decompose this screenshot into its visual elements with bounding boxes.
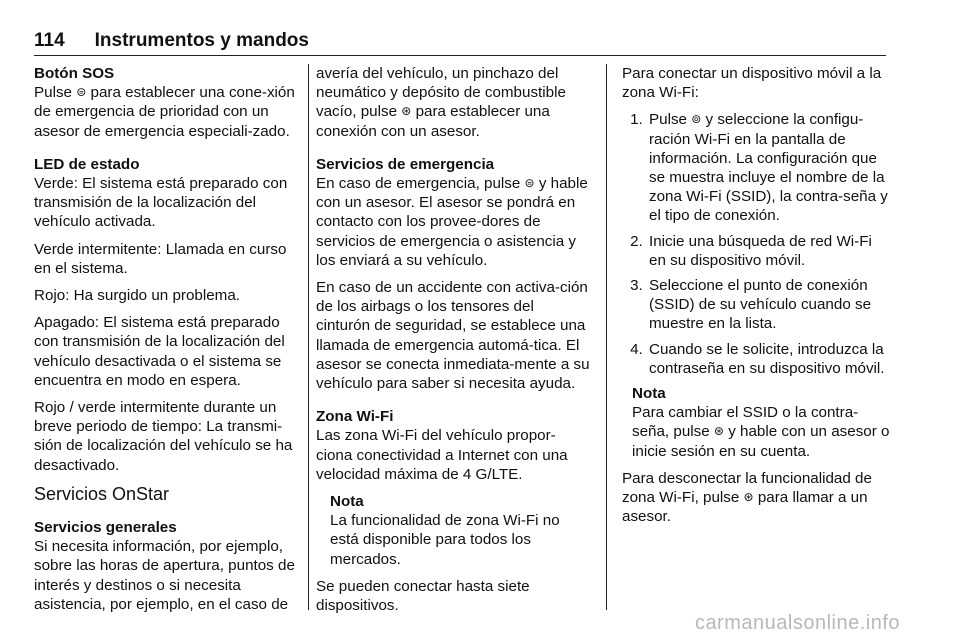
sos-paragraph: Pulse ⊜ para establecer una cone-xión de emergencia de prioridad con un asesor de emergencia especiali-zado. bbox=[34, 84, 295, 140]
step-4: 4. Cuando se le solicite, introduzca la contraseña en su dispositivo móvil. bbox=[647, 340, 890, 378]
column-3 bbox=[622, 64, 890, 534]
accident-paragraph: En caso de un accidente con activa-ción de los airbags o los tensores del cinturón de seguridad, se establece una llamada de emergencia automá-tica. El asesor se conecta inmediata-mente a su vehículo para saber si necesita ayuda. bbox=[316, 279, 590, 393]
column-1 bbox=[34, 64, 302, 622]
disconnect-paragraph: Para desconectar la funcionalidad de zona Wi-Fi, pulse ⊛ para llamar a un asesor. bbox=[622, 469, 872, 526]
column-divider-1 bbox=[308, 64, 309, 610]
column-divider-2 bbox=[606, 64, 607, 610]
page-title: Instrumentos y mandos bbox=[94, 30, 309, 51]
led-red-text: Rojo: Ha surgido un problema. bbox=[34, 287, 240, 305]
led-heading: LED de estado bbox=[34, 155, 140, 173]
note-heading: Nota bbox=[632, 385, 666, 403]
watermark: carmanualsonline.info bbox=[694, 612, 900, 634]
sos-button-icon: ⊜ bbox=[524, 176, 535, 191]
step-2: 2. Inicie una búsqueda de red Wi-Fi en su dispositivo móvil. bbox=[647, 232, 890, 270]
onstar-heading: Servicios OnStar bbox=[34, 483, 170, 504]
emergency-paragraph: En caso de emergencia, pulse ⊜ y hable con un asesor. El asesor se pondrá en contacto con los provee-dores de servicios de emergencia o asistencia y los enviará a su vehículo. bbox=[316, 175, 588, 269]
assistance-button-icon: ⊛ bbox=[401, 104, 412, 119]
header-rule bbox=[34, 55, 886, 56]
connect-intro: Para conectar un dispositivo móvil a la zona Wi-Fi: bbox=[622, 65, 882, 102]
general-services-text: Si necesita información, por ejemplo, sobre las horas de apertura, puntos de interés y destinos o si necesita asistencia, por ejemplo, en el caso de bbox=[34, 538, 295, 613]
ssid-note bbox=[632, 384, 890, 461]
step-1: 1. Pulse ⊚ y seleccione la configu-ración Wi-Fi en la pantalla de información. La configuración que se muestra incluye el nombre de la zona Wi-Fi (SSID), la contra-seña y el tipo de conexión. bbox=[647, 110, 890, 225]
connect-steps bbox=[622, 110, 890, 378]
led-green-text: Verde: El sistema está preparado con transmisión de la localización del vehículo activada. bbox=[34, 175, 288, 231]
note-text: Para cambiar el SSID o la contra-seña, pulse ⊛ y hable con un asesor o inicie sesión en su cuenta. bbox=[632, 404, 890, 460]
sos-button-icon: ⊜ bbox=[76, 85, 87, 100]
wifi-heading: Zona Wi-Fi bbox=[316, 408, 394, 426]
note-heading: Nota bbox=[330, 493, 364, 511]
page-header bbox=[34, 30, 886, 52]
page-number: 114 bbox=[34, 30, 65, 51]
onstar-settings-icon: ⊚ bbox=[691, 112, 702, 127]
sos-heading: Botón SOS bbox=[34, 65, 115, 82]
continuation-paragraph: avería del vehículo, un pinchazo del neumático y depósito de combustible vacío, pulse ⊛ para establecer una conexión con un asesor. bbox=[316, 65, 566, 140]
column-2 bbox=[316, 64, 592, 623]
assistance-button-icon: ⊛ bbox=[713, 424, 724, 439]
led-redgreen-text: Rojo / verde intermitente durante un breve periodo de tiempo: La transmi-sión de localización del vehículo se ha desactivado. bbox=[34, 399, 293, 474]
step-3: 3. Seleccione el punto de conexión (SSID) de su vehículo cuando se muestre en la lista. bbox=[647, 276, 890, 334]
wifi-note bbox=[330, 492, 592, 569]
note-text: La funcionalidad de zona Wi-Fi no está disponible para todos los mercados. bbox=[330, 512, 560, 568]
led-blink-text: Verde intermitente: Llamada en curso en el sistema. bbox=[34, 240, 287, 277]
assistance-button-icon: ⊛ bbox=[743, 490, 754, 505]
led-off-text: Apagado: El sistema está preparado con transmisión de la localización del vehículo desactivada o el sistema se encuentra en modo en espera. bbox=[34, 314, 285, 389]
devices-paragraph: Se pueden conectar hasta siete dispositivos. bbox=[316, 577, 530, 615]
wifi-paragraph: Las zona Wi-Fi del vehículo propor-ciona conectividad a Internet con una velocidad máxima de 4 G/LTE. bbox=[316, 427, 568, 483]
emergency-heading: Servicios de emergencia bbox=[316, 155, 495, 173]
general-services-heading: Servicios generales bbox=[34, 519, 177, 537]
